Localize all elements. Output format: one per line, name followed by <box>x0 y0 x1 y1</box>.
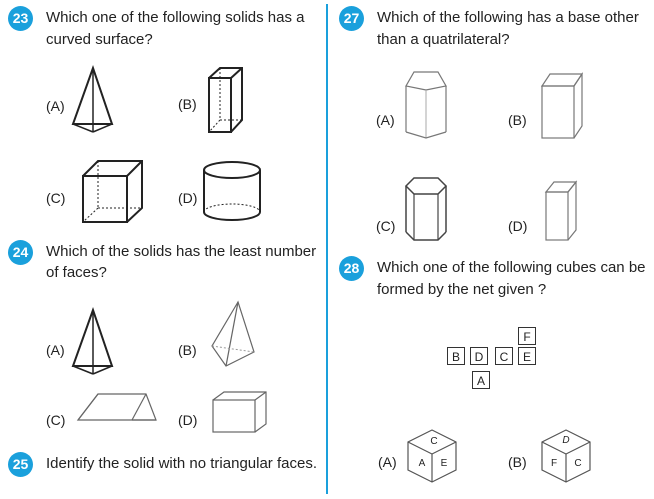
q23-option-a[interactable]: (A) <box>46 98 65 114</box>
q27-option-a[interactable]: (A) <box>376 112 395 128</box>
q28-option-b[interactable]: (B) <box>508 454 527 470</box>
q23-option-d[interactable]: (D) <box>178 190 198 206</box>
q24-option-b[interactable]: (B) <box>178 342 197 358</box>
cuboid-icon <box>206 64 246 136</box>
column-divider <box>326 4 328 494</box>
cube-a-left-label: A <box>418 458 426 469</box>
cube-b-top-label: D <box>562 435 570 446</box>
pyramid-icon <box>68 308 118 378</box>
question-24-line2: of faces? <box>46 264 107 281</box>
net-face-a: A <box>472 371 490 389</box>
q27-option-c[interactable]: (C) <box>376 218 396 234</box>
tetrahedron-icon <box>208 300 258 370</box>
cube-b-right-label: C <box>574 458 582 469</box>
q23-option-b[interactable]: (B) <box>178 96 197 112</box>
q24-option-c[interactable]: (C) <box>46 412 66 428</box>
cube-a-top-label: C <box>430 436 438 447</box>
question-28-line2: formed by the net given ? <box>377 281 547 298</box>
question-24-number: 24 <box>8 240 33 265</box>
question-24-line1: Which of the solids has the least number <box>46 243 317 260</box>
net-face-e: E <box>518 347 536 365</box>
cube-b-left-label: F <box>550 458 558 469</box>
hexagonal-prism-icon <box>404 176 450 244</box>
q24-option-d[interactable]: (D) <box>178 412 198 428</box>
q27-option-b[interactable]: (B) <box>508 112 527 128</box>
cube-icon <box>80 158 146 228</box>
q24-option-a[interactable]: (A) <box>46 342 65 358</box>
net-face-d: D <box>470 347 488 365</box>
question-25-line1: Identify the solid with no triangular faces. <box>46 455 317 472</box>
question-27-line1: Which of the following has a base other <box>377 9 639 26</box>
question-28-number: 28 <box>339 256 364 281</box>
cuboid-icon <box>544 180 580 244</box>
question-23-line2: curved surface? <box>46 31 153 48</box>
q23-option-c[interactable]: (C) <box>46 190 66 206</box>
question-27-line2: than a quatrilateral? <box>377 31 510 48</box>
cylinder-icon <box>200 160 266 226</box>
net-face-b: B <box>447 347 465 365</box>
cube-icon <box>536 72 586 144</box>
cuboid-icon <box>210 390 270 436</box>
question-25-number: 25 <box>8 452 33 477</box>
pentagonal-prism-icon <box>404 70 448 146</box>
question-28-line1: Which one of the following cubes can be <box>377 259 646 276</box>
question-23-number: 23 <box>8 6 33 31</box>
q27-option-d[interactable]: (D) <box>508 218 528 234</box>
question-23-line1: Which one of the following solids has a <box>46 9 305 26</box>
cube-a-right-label: E <box>440 458 448 469</box>
net-face-f: F <box>518 327 536 345</box>
triangular-prism-icon <box>72 392 162 428</box>
question-27-number: 27 <box>339 6 364 31</box>
pyramid-icon <box>68 66 118 136</box>
net-face-c: C <box>495 347 513 365</box>
q28-option-a[interactable]: (A) <box>378 454 397 470</box>
